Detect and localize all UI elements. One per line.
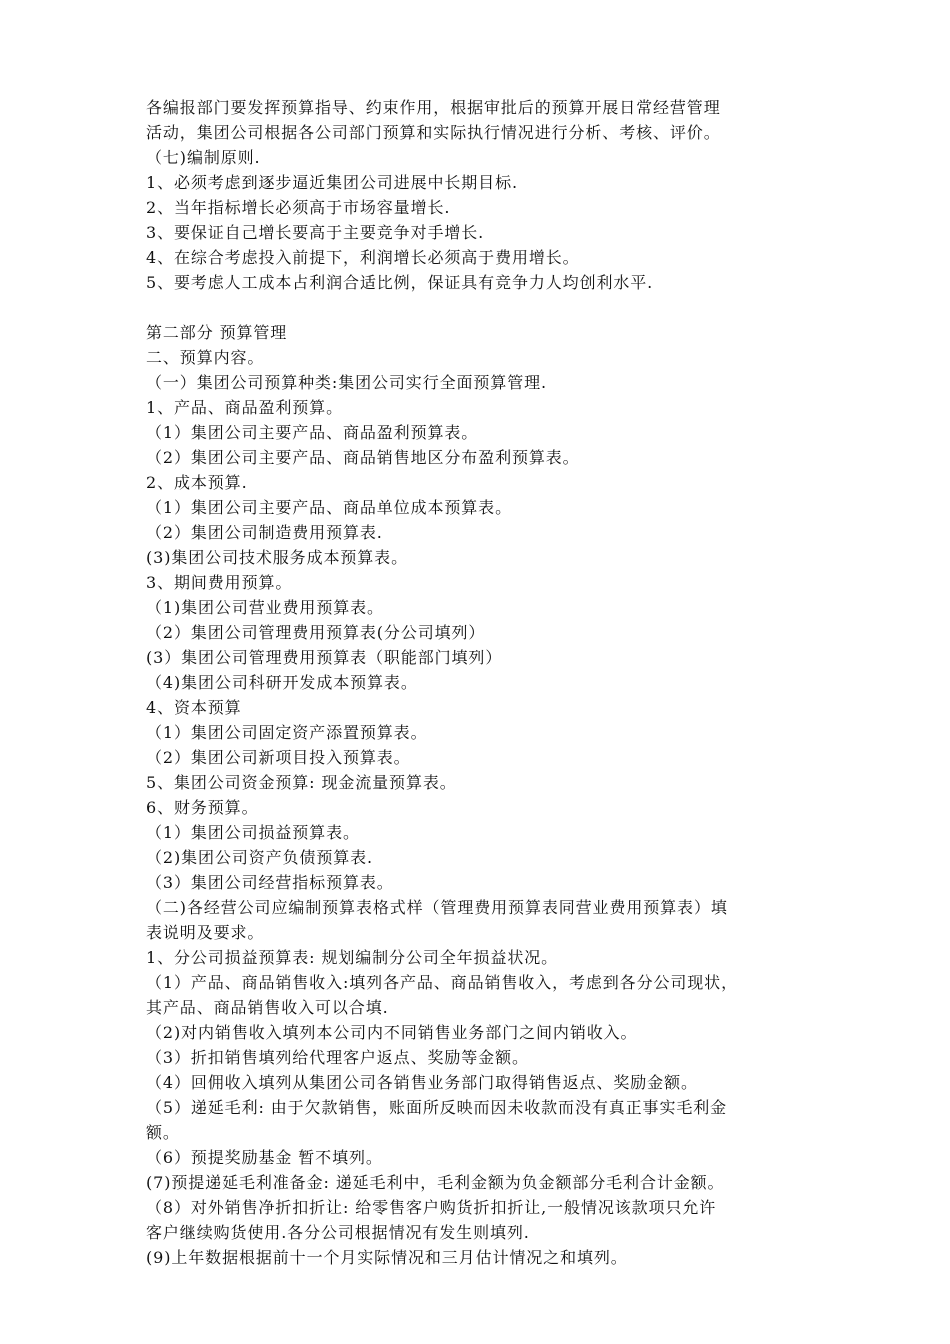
- text-line: 2、成本预算.: [146, 473, 248, 492]
- text-line: 活动，集团公司根据各公司部门预算和实际执行情况进行分析、考核、评价。: [146, 123, 721, 142]
- text-line: 6、财务预算。: [146, 798, 259, 817]
- text-line: （2)集团公司资产负债预算表.: [146, 848, 374, 867]
- text-line: （2）集团公司新项目投入预算表。: [146, 748, 411, 767]
- text-line: （1）集团公司固定资产添置预算表。: [146, 723, 428, 742]
- text-line: 3、要保证自己增长要高于主要竞争对手增长.: [146, 223, 485, 242]
- text-line: （一）集团公司预算种类:集团公司实行全面预算管理.: [146, 373, 547, 392]
- paragraph-block-principles: [146, 95, 818, 295]
- text-line: (3）集团公司管理费用预算表（职能部门填列）: [146, 648, 503, 667]
- text-line: 4、资本预算: [146, 698, 242, 717]
- text-line: （4)集团公司科研开发成本预算表。: [146, 673, 418, 692]
- text-line: 各编报部门要发挥预算指导、约束作用，根据审批后的预算开展日常经营管理: [146, 98, 721, 117]
- text-line: (7)预提递延毛利准备金: 递延毛利中，毛利金额为负金额部分毛利合计金额。: [146, 1173, 725, 1192]
- text-line: （七)编制原则.: [146, 148, 261, 167]
- text-line: (9)上年数据根据前十一个月实际情况和三月估计情况之和填列。: [146, 1248, 628, 1267]
- text-line: 客户继续购货使用.各分公司根据情况有发生则填列.: [146, 1223, 530, 1242]
- text-line: （2)对内销售收入填列本公司内不同销售业务部门之间内销收入。: [146, 1023, 638, 1042]
- text-line: 1、必须考虑到逐步逼近集团公司进展中长期目标.: [146, 173, 518, 192]
- document-page: [146, 95, 818, 1270]
- text-line: 3、期间费用预算。: [146, 573, 293, 592]
- text-line: （2）集团公司管理费用预算表(分公司填列）: [146, 623, 486, 642]
- text-line: 其产品、商品销售收入可以合填.: [146, 998, 389, 1017]
- text-line: （2）集团公司主要产品、商品销售地区分布盈利预算表。: [146, 448, 580, 467]
- text-line: （6）预提奖励基金 暂不填列。: [146, 1148, 383, 1167]
- text-line: 4、在综合考虑投入前提下，利润增长必须高于费用增长。: [146, 248, 580, 267]
- text-line: （5）递延毛利: 由于欠款销售，账面所反映而因未收款而没有真正事实毛利金: [146, 1098, 728, 1117]
- text-line: （1）集团公司损益预算表。: [146, 823, 360, 842]
- text-line: （1）集团公司主要产品、商品盈利预算表。: [146, 423, 479, 442]
- paragraph-gap: [146, 295, 818, 320]
- text-line: 二、预算内容。: [146, 348, 265, 367]
- text-line: （1）集团公司主要产品、商品单位成本预算表。: [146, 498, 512, 517]
- text-line: （3）折扣销售填列给代理客户返点、奖励等金额。: [146, 1048, 529, 1067]
- text-line: 2、当年指标增长必须高于市场容量增长.: [146, 198, 451, 217]
- text-line: 额。: [146, 1123, 180, 1142]
- text-line: （2）集团公司制造费用预算表.: [146, 523, 383, 542]
- text-line: （1)集团公司营业费用预算表。: [146, 598, 384, 617]
- text-line: 5、要考虑人工成本占利润合适比例，保证具有竞争力人均创利水平.: [146, 273, 654, 292]
- text-line: （3）集团公司经营指标预算表。: [146, 873, 394, 892]
- text-line: （1）产品、商品销售收入:填列各产品、商品销售收入，考虑到各分公司现状，: [146, 973, 738, 992]
- text-line: （4）回佣收入填列从集团公司各销售业务部门取得销售返点、奖励金额。: [146, 1073, 698, 1092]
- text-line: (3)集团公司技术服务成本预算表。: [146, 548, 408, 567]
- text-line: 第二部分 预算管理: [146, 323, 288, 342]
- text-line: 5、集团公司资金预算: 现金流量预算表。: [146, 773, 457, 792]
- text-line: （8）对外销售净折扣折让: 给零售客户购货折扣折让,一般情况该款项只允许: [146, 1198, 717, 1217]
- text-line: 表说明及要求。: [146, 923, 265, 942]
- text-line: （二)各经营公司应编制预算表格式样（管理费用预算表同营业费用预算表）填: [146, 898, 728, 917]
- text-line: 1、分公司损益预算表: 规划编制分公司全年损益状况。: [146, 948, 559, 967]
- paragraph-block-budget-management: [146, 320, 818, 1270]
- text-line: 1、产品、商品盈利预算。: [146, 398, 343, 417]
